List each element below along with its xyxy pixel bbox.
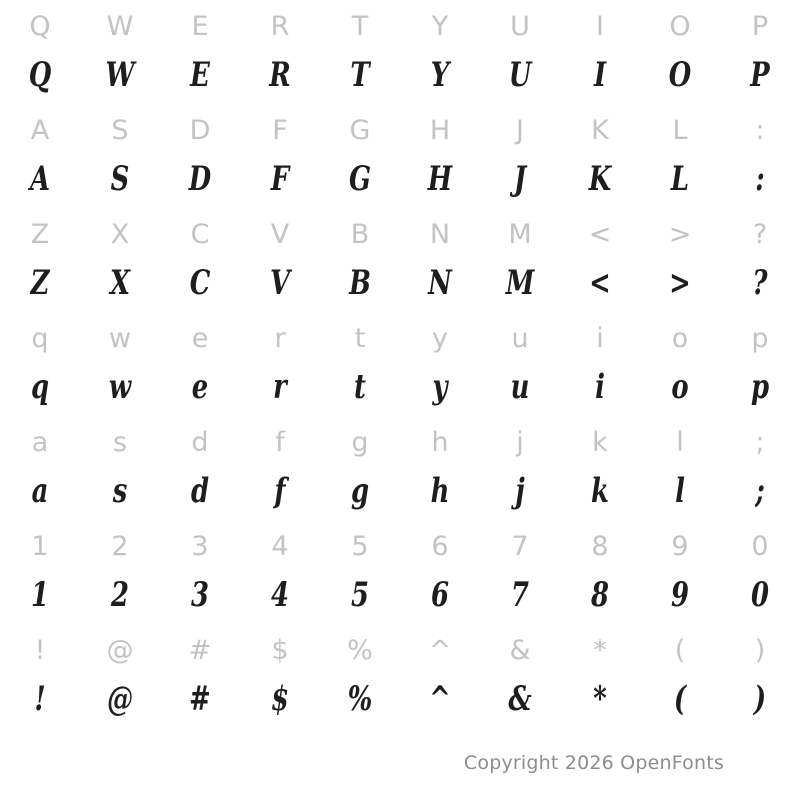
reference-glyph: 5 xyxy=(351,530,369,562)
sample-glyph: R xyxy=(269,55,291,95)
reference-glyph: & xyxy=(509,634,531,666)
sample-glyph: Z xyxy=(30,263,50,303)
reference-glyph: ? xyxy=(752,218,768,250)
sample-glyph: l xyxy=(675,471,685,511)
reference-glyph: ) xyxy=(754,634,766,666)
reference-glyph: N xyxy=(429,218,451,250)
sample-glyph: e xyxy=(191,367,209,407)
reference-glyph: R xyxy=(270,10,290,42)
reference-glyph: g xyxy=(351,426,369,458)
reference-glyph: r xyxy=(274,322,286,354)
reference-glyph: G xyxy=(349,114,371,146)
reference-glyph: M xyxy=(508,218,532,250)
sample-glyph: Y xyxy=(430,55,450,95)
reference-glyph: J xyxy=(516,114,524,146)
sample-glyph: ! xyxy=(34,679,46,719)
reference-glyph: 0 xyxy=(751,530,769,562)
reference-glyph: Y xyxy=(431,10,449,42)
sample-glyph: ? xyxy=(752,263,768,303)
reference-row xyxy=(0,2,800,50)
sample-glyph: h xyxy=(430,471,450,511)
sample-glyph: S xyxy=(110,159,130,199)
character-row-pair xyxy=(0,106,800,204)
sample-glyph: K xyxy=(588,159,612,199)
reference-glyph: U xyxy=(510,10,530,42)
character-row-pair xyxy=(0,522,800,620)
sample-glyph: @ xyxy=(107,679,133,719)
sample-glyph: g xyxy=(350,471,370,511)
reference-glyph: S xyxy=(111,114,129,146)
reference-glyph: B xyxy=(350,218,370,250)
reference-glyph: 9 xyxy=(671,530,689,562)
sample-glyph: 6 xyxy=(430,575,449,615)
sample-glyph: M xyxy=(505,263,535,303)
reference-glyph: l xyxy=(676,426,684,458)
sample-glyph: q xyxy=(30,367,50,407)
reference-glyph: 7 xyxy=(511,530,529,562)
reference-glyph: : xyxy=(755,114,765,146)
reference-glyph: D xyxy=(189,114,211,146)
copyright-notice: Copyright 2026 OpenFonts xyxy=(463,752,724,774)
sample-glyph: 3 xyxy=(190,575,209,615)
sample-row xyxy=(0,466,800,516)
sample-glyph: 2 xyxy=(110,575,129,615)
reference-row xyxy=(0,210,800,258)
reference-glyph: $ xyxy=(271,634,289,666)
sample-glyph: H xyxy=(427,159,453,199)
reference-glyph: q xyxy=(31,322,49,354)
sample-glyph: 8 xyxy=(590,575,609,615)
reference-glyph: C xyxy=(190,218,210,250)
sample-glyph: u xyxy=(510,367,530,407)
reference-glyph: a xyxy=(31,426,49,458)
sample-glyph: W xyxy=(105,55,135,95)
sample-glyph: 9 xyxy=(670,575,689,615)
sample-glyph: D xyxy=(188,159,212,199)
reference-row xyxy=(0,626,800,674)
reference-glyph: E xyxy=(191,10,209,42)
sample-glyph: o xyxy=(671,367,689,407)
sample-glyph: p xyxy=(750,367,770,407)
sample-glyph: 0 xyxy=(750,575,769,615)
sample-glyph: k xyxy=(591,471,609,511)
sample-glyph: $ xyxy=(270,679,289,719)
sample-glyph: 5 xyxy=(350,575,369,615)
sample-glyph: > xyxy=(669,263,691,303)
reference-glyph: ( xyxy=(674,634,686,666)
reference-glyph: Z xyxy=(30,218,50,250)
reference-glyph: i xyxy=(596,322,604,354)
sample-glyph: 1 xyxy=(30,575,49,615)
character-row-pair xyxy=(0,626,800,724)
sample-glyph: < xyxy=(589,263,611,303)
sample-glyph: B xyxy=(349,263,371,303)
reference-glyph: F xyxy=(272,114,288,146)
character-row-pair xyxy=(0,2,800,100)
sample-glyph: 7 xyxy=(510,575,529,615)
reference-glyph: O xyxy=(669,10,691,42)
sample-glyph: & xyxy=(508,679,532,719)
reference-glyph: # xyxy=(188,634,212,666)
sample-glyph: f xyxy=(274,471,286,511)
character-row-pair xyxy=(0,418,800,516)
sample-glyph: d xyxy=(190,471,210,511)
sample-row xyxy=(0,258,800,308)
reference-glyph: e xyxy=(191,322,209,354)
sample-glyph: r xyxy=(273,367,287,407)
sample-glyph: ) xyxy=(753,679,767,719)
sample-glyph: Q xyxy=(28,55,52,95)
sample-glyph: a xyxy=(31,471,49,511)
reference-glyph: 8 xyxy=(591,530,609,562)
reference-glyph: 3 xyxy=(191,530,209,562)
reference-glyph: Q xyxy=(29,10,51,42)
reference-glyph: o xyxy=(671,322,689,354)
reference-glyph: * xyxy=(593,634,607,666)
reference-glyph: w xyxy=(108,322,132,354)
sample-glyph: j xyxy=(515,471,525,511)
character-row-pair xyxy=(0,314,800,412)
sample-glyph: ( xyxy=(673,679,687,719)
reference-glyph: I xyxy=(596,10,604,42)
reference-glyph: W xyxy=(106,10,134,42)
reference-glyph: < xyxy=(588,218,612,250)
sample-glyph: U xyxy=(508,55,532,95)
reference-glyph: % xyxy=(347,634,373,666)
sample-glyph: y xyxy=(432,367,448,407)
reference-glyph: X xyxy=(110,218,130,250)
reference-glyph: u xyxy=(511,322,529,354)
reference-glyph: 2 xyxy=(111,530,129,562)
reference-glyph: s xyxy=(112,426,128,458)
reference-row xyxy=(0,522,800,570)
reference-glyph: P xyxy=(751,10,769,42)
reference-glyph: 4 xyxy=(271,530,289,562)
sample-row xyxy=(0,154,800,204)
sample-glyph: i xyxy=(595,367,605,407)
reference-glyph: ^ xyxy=(428,634,452,666)
reference-glyph: @ xyxy=(106,634,134,666)
sample-glyph: J xyxy=(513,159,527,199)
reference-glyph: 6 xyxy=(431,530,449,562)
sample-glyph: V xyxy=(269,263,291,303)
sample-glyph: N xyxy=(428,263,452,303)
reference-row xyxy=(0,314,800,362)
sample-glyph: O xyxy=(668,55,692,95)
reference-glyph: j xyxy=(516,426,524,458)
sample-glyph: ; xyxy=(755,471,765,511)
reference-row xyxy=(0,106,800,154)
sample-glyph: A xyxy=(29,159,51,199)
sample-glyph: L xyxy=(670,159,690,199)
sample-glyph: I xyxy=(593,55,607,95)
sample-glyph: # xyxy=(189,679,211,719)
reference-glyph: k xyxy=(592,426,608,458)
sample-glyph: F xyxy=(270,159,290,199)
reference-glyph: ! xyxy=(34,634,46,666)
sample-glyph: w xyxy=(108,367,132,407)
reference-glyph: A xyxy=(30,114,50,146)
sample-glyph: 4 xyxy=(270,575,289,615)
reference-glyph: H xyxy=(429,114,451,146)
sample-row xyxy=(0,674,800,724)
reference-glyph: > xyxy=(668,218,692,250)
reference-glyph: L xyxy=(672,114,688,146)
sample-glyph: ^ xyxy=(429,679,451,719)
reference-row xyxy=(0,418,800,466)
character-row-pair xyxy=(0,210,800,308)
reference-glyph: f xyxy=(275,426,285,458)
sample-row xyxy=(0,362,800,412)
reference-glyph: y xyxy=(432,322,448,354)
reference-glyph: ; xyxy=(755,426,765,458)
reference-glyph: d xyxy=(191,426,209,458)
sample-row xyxy=(0,570,800,620)
sample-glyph: s xyxy=(112,471,128,511)
sample-glyph: T xyxy=(350,55,370,95)
sample-glyph: : xyxy=(755,159,765,199)
sample-glyph: E xyxy=(190,55,210,95)
sample-glyph: * xyxy=(593,679,607,719)
sample-glyph: % xyxy=(347,679,373,719)
sample-glyph: t xyxy=(354,367,366,407)
reference-glyph: p xyxy=(751,322,769,354)
reference-glyph: h xyxy=(431,426,449,458)
sample-row xyxy=(0,50,800,100)
reference-glyph: t xyxy=(354,322,366,354)
reference-glyph: K xyxy=(591,114,609,146)
sample-glyph: G xyxy=(348,159,372,199)
reference-glyph: 1 xyxy=(31,530,49,562)
reference-glyph: T xyxy=(351,10,369,42)
sample-glyph: P xyxy=(750,55,770,95)
reference-glyph: V xyxy=(270,218,290,250)
sample-glyph: X xyxy=(109,263,131,303)
sample-glyph: C xyxy=(189,263,211,303)
